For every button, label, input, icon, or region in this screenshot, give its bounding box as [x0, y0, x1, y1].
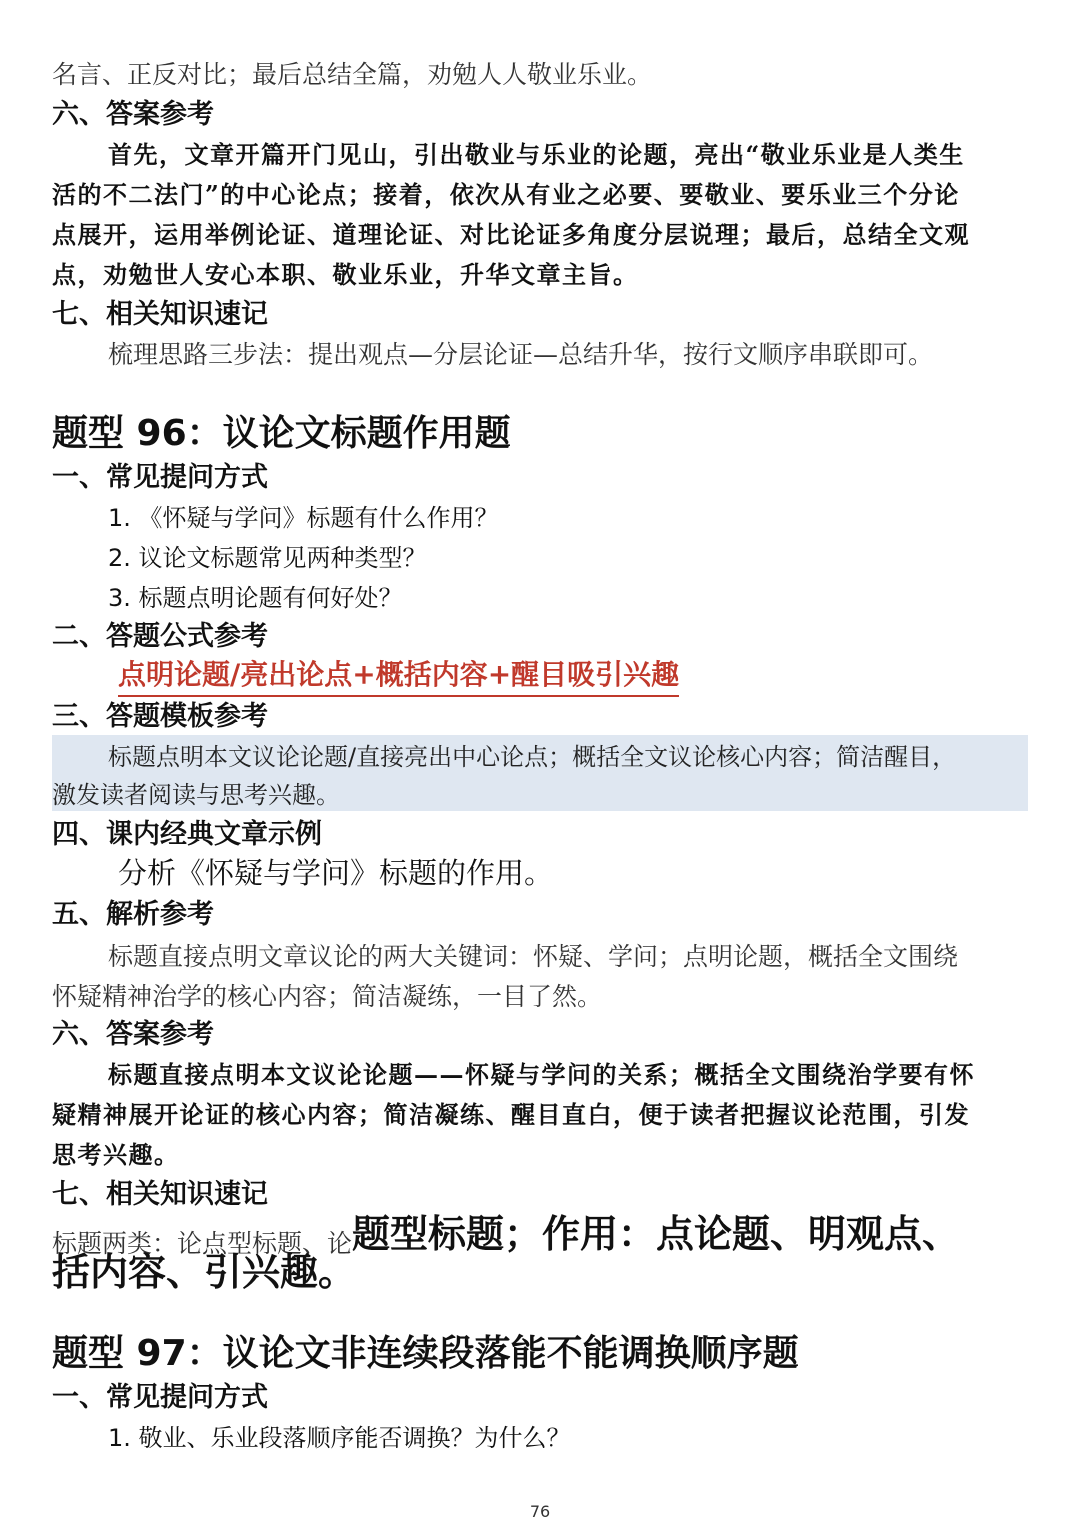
section-heading: 七、相关知识速记 [52, 1179, 268, 1210]
question-item: 2. 议论文标题常见两种类型？ [108, 544, 427, 572]
section-heading: 六、答案参考 [52, 1019, 214, 1050]
section-heading: 七、相关知识速记 [52, 299, 268, 330]
analysis-line: 标题直接点明文章议论的两大关键词：怀疑、学问；点明论题，概括全文围绕 [108, 942, 959, 971]
answer-line: 点，劝勉世人安心本职、敬业乐业，升华文章主旨。 [52, 260, 639, 289]
section-heading: 五、解析参考 [52, 899, 214, 930]
memo-text: 梳理思路三步法：提出观点—分层论证—总结升华，按行文顺序串联即可。 [108, 340, 934, 369]
question-item: 1. 敬业、乐业段落顺序能否调换？为什么？ [108, 1424, 571, 1452]
memo-small-text: 标题两类：论点型标题、论 [52, 1229, 353, 1258]
section-heading: 六、答案参考 [52, 99, 214, 130]
answer-line: 思考兴趣。 [52, 1140, 180, 1169]
answer-line: 首先，文章开篇开门见山，引出敬业与乐业的论题，亮出“敬业乐业是人类生 [108, 140, 965, 169]
answer-line: 活的不二法门”的中心论点；接着，依次从有业之必要、要敬业、要乐业三个分论 [52, 180, 960, 209]
example-text: 分析《怀疑与学问》标题的作用。 [118, 856, 554, 890]
section-heading: 一、常见提问方式 [52, 462, 268, 493]
answer-formula: 点明论题/亮出论点+概括内容+醒目吸引兴趣 [118, 655, 679, 697]
answer-line: 点展开，运用举例论证、道理论证、对比论证多角度分层说理；最后，总结全文观 [52, 220, 970, 249]
section-heading: 四、课内经典文章示例 [52, 819, 322, 850]
question-type-title: 题型 96：议论文标题作用题 [52, 413, 511, 454]
template-line: 标题点明本文议论论题/直接亮出中心论点；概括全文议论核心内容；简洁醒目， [108, 743, 957, 771]
memo-big-text: 括内容、引兴趣。 [52, 1250, 357, 1294]
template-line: 激发读者阅读与思考兴趣。 [52, 781, 340, 809]
section-heading: 三、答题模板参考 [52, 701, 268, 732]
question-type-title: 题型 97：议论文非连续段落能不能调换顺序题 [52, 1333, 799, 1374]
answer-line: 疑精神展开论证的核心内容；简洁凝练、醒目直白，便于读者把握议论范围，引发 [52, 1100, 970, 1129]
memo-big-text: 题型标题；作用：点论题、明观点、 [352, 1212, 961, 1256]
answer-line: 标题直接点明本文议论论题——怀疑与学问的关系；概括全文围绕治学要有怀 [108, 1060, 975, 1089]
page-number: 76 [529, 1502, 551, 1521]
section-heading: 二、答题公式参考 [52, 621, 268, 652]
intro-tail: 名言、正反对比；最后总结全篇，劝勉人人敬业乐业。 [52, 60, 653, 89]
question-item: 3. 标题点明论题有何好处？ [108, 584, 403, 612]
analysis-line: 怀疑精神治学的核心内容；简洁凝练，一目了然。 [52, 982, 603, 1011]
question-item: 1. 《怀疑与学问》标题有什么作用？ [108, 504, 499, 532]
section-heading: 一、常见提问方式 [52, 1382, 268, 1413]
